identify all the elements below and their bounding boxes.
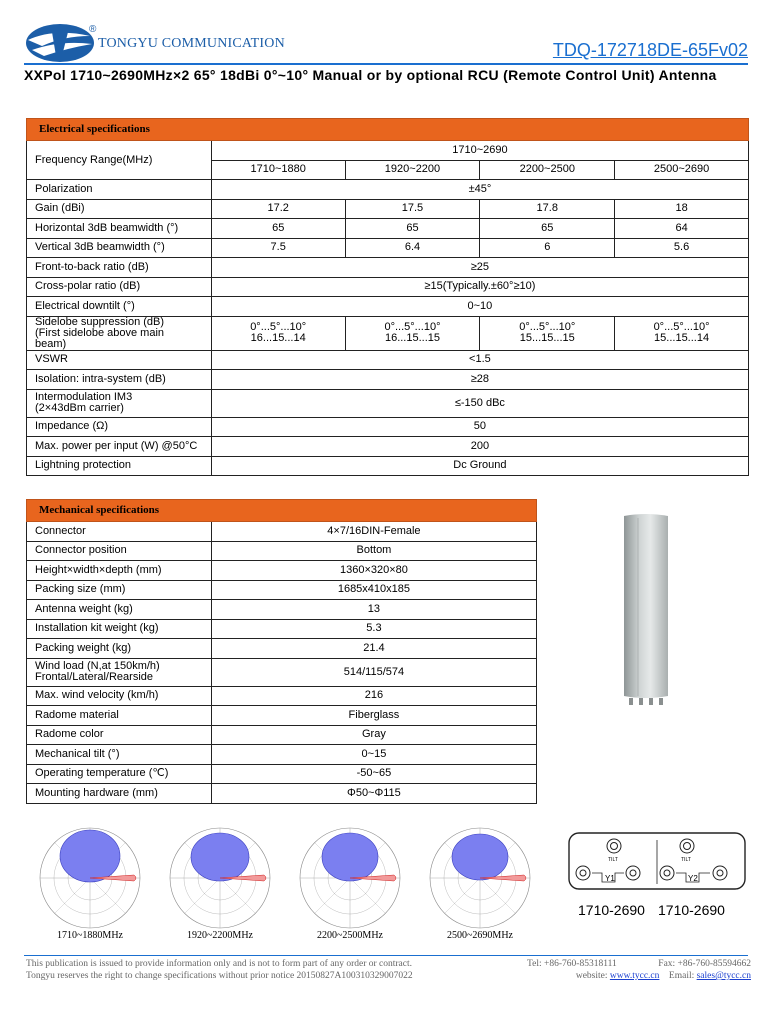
brand-name: TONGYU COMMUNICATION [98, 36, 285, 51]
pattern-caption: 1710~1880MHz [57, 930, 123, 941]
table-heading-row [27, 500, 537, 522]
table-row [27, 277, 749, 297]
footer-tel: Tel: +86-760-85318111 [527, 959, 617, 969]
registered-mark: ® [89, 24, 97, 35]
freq-total: 1710~2690 [211, 141, 748, 161]
antenna-product-image [620, 512, 672, 707]
cell-value [345, 316, 480, 350]
sidelobe-levels: 16...15...15 [384, 332, 440, 344]
freq-band: 2200~2500 [480, 160, 615, 180]
email-link[interactable]: sales@tycc.cn [696, 971, 751, 981]
table-row [27, 639, 537, 659]
model-number: TDQ-172718DE-65Fv02 [552, 40, 748, 60]
table-row [27, 706, 537, 726]
table-row [27, 417, 749, 437]
sidelobe-angles: 0°...5°...10° [653, 321, 710, 333]
table-row [27, 541, 537, 561]
row-label: Antenna weight (kg) [27, 600, 212, 620]
row-value: Fiberglass [211, 706, 536, 726]
cell-value: 6 [480, 238, 615, 258]
radiation-pattern-icon [168, 826, 272, 930]
sidelobe-levels: 15...15...14 [654, 332, 710, 344]
row-label: Wind load (N,at 150km/h) Frontal/Lateral/Rearside [27, 658, 212, 686]
table-row [27, 316, 749, 350]
table-row [27, 522, 537, 542]
footer-line-2: Tongyu reserves the right to change specifications without prior notice 20150827A100310329007022 [26, 971, 413, 981]
table-row [27, 219, 749, 239]
pattern-caption: 2500~2690MHz [447, 930, 513, 941]
electrical-spec-table [26, 118, 749, 476]
table-row [27, 580, 537, 600]
row-value: Gray [211, 725, 536, 745]
sidelobe-angles: 0°...5°...10° [519, 321, 576, 333]
row-label: Radome color [27, 725, 212, 745]
tilt-label: TILT [681, 857, 691, 863]
port-band-left: 1710-2690 [578, 902, 645, 918]
freq-label: Frequency Range(MHz) [27, 141, 212, 180]
row-label: Sidelobe suppression (dB) (First sidelobe above main beam) [27, 316, 212, 350]
row-value: 13 [211, 600, 536, 620]
table-row [27, 180, 749, 200]
row-value: 4×7/16DIN-Female [211, 522, 536, 542]
radiation-pattern-icon [428, 826, 532, 930]
row-label: Vertical 3dB beamwidth (°) [27, 238, 212, 258]
table-row [27, 258, 749, 278]
row-value: Bottom [211, 541, 536, 561]
mechanical-heading: Mechanical specifications [27, 500, 537, 522]
row-value: 21.4 [211, 639, 536, 659]
sidelobe-angles: 0°...5°...10° [384, 321, 441, 333]
row-label: Operating temperature (℃) [27, 764, 212, 784]
footer-line-1: This publication is issued to provide information only and is not to form part of any order or contract. [26, 959, 412, 969]
email-label: Email: [668, 971, 695, 981]
cell-value: 18 [615, 199, 749, 219]
table-row [27, 199, 749, 219]
row-label: Horizontal 3dB beamwidth (°) [27, 219, 212, 239]
row-label: Isolation: intra-system (dB) [27, 370, 212, 390]
row-label: Lightning protection [27, 456, 212, 476]
page-title: XXPol 1710~2690MHz×2 65° 18dBi 0°~10° Manual or by optional RCU (Remote Control Unit) Antenna [24, 67, 717, 83]
cell-value: 65 [480, 219, 615, 239]
table-row [27, 297, 749, 317]
tongyu-logo [24, 22, 96, 64]
footer-web-row [527, 970, 751, 982]
cell-value: 64 [615, 219, 749, 239]
row-label: Mechanical tilt (°) [27, 745, 212, 765]
cell-value [615, 316, 749, 350]
row-label: Packing weight (kg) [27, 639, 212, 659]
row-label: Installation kit weight (kg) [27, 619, 212, 639]
footer-contact [527, 958, 751, 982]
row-label: VSWR [27, 350, 212, 370]
table-row [27, 619, 537, 639]
row-label: Electrical downtilt (°) [27, 297, 212, 317]
cell-value: 65 [345, 219, 480, 239]
row-value: ≤-150 dBc [211, 389, 748, 417]
row-label: Max. power per input (W) @50°C [27, 437, 212, 457]
website-link[interactable]: www.tycc.cn [609, 971, 660, 981]
row-label: Connector position [27, 541, 212, 561]
electrical-heading: Electrical specifications [27, 119, 749, 141]
row-value: 0~10 [211, 297, 748, 317]
row-value: 216 [211, 686, 536, 706]
cell-value: 6.4 [345, 238, 480, 258]
row-label: Height×width×depth (mm) [27, 561, 212, 581]
table-row [27, 745, 537, 765]
row-value: ±45° [211, 180, 748, 200]
table-row [27, 437, 749, 457]
row-value: Dc Ground [211, 456, 748, 476]
cell-value: 17.5 [345, 199, 480, 219]
row-value: ≥28 [211, 370, 748, 390]
port-band-right: 1710-2690 [658, 902, 725, 918]
freq-band: 2500~2690 [615, 160, 749, 180]
row-value: ≥25 [211, 258, 748, 278]
freq-band: 1920~2200 [345, 160, 480, 180]
row-label: Polarization [27, 180, 212, 200]
row-value: <1.5 [211, 350, 748, 370]
port-y1-label: Y1 [605, 874, 615, 883]
cell-value [480, 316, 615, 350]
table-row [27, 238, 749, 258]
radiation-pattern-icon [298, 826, 402, 930]
row-value: 200 [211, 437, 748, 457]
radiation-pattern-icon [38, 826, 142, 930]
row-value: 1685x410x185 [211, 580, 536, 600]
row-label: Radome material [27, 706, 212, 726]
table-row [27, 686, 537, 706]
table-row [27, 658, 537, 686]
website-label: website: [575, 971, 608, 981]
sidelobe-levels: 16...15...14 [250, 332, 306, 344]
table-row [27, 784, 537, 804]
row-label: Intermodulation IM3 (2×43dBm carrier) [27, 389, 212, 417]
row-label: Front-to-back ratio (dB) [27, 258, 212, 278]
sidelobe-angles: 0°...5°...10° [250, 321, 307, 333]
row-label: Mounting hardware (mm) [27, 784, 212, 804]
pattern-caption: 1920~2200MHz [187, 930, 253, 941]
table-row [27, 764, 537, 784]
footer-disclaimer [26, 958, 413, 982]
freq-band: 1710~1880 [211, 160, 345, 180]
table-row [27, 561, 537, 581]
row-label: Impedance (Ω) [27, 417, 212, 437]
table-row [27, 350, 749, 370]
table-row [27, 725, 537, 745]
sidelobe-levels: 15...15...15 [519, 332, 575, 344]
row-label: Packing size (mm) [27, 580, 212, 600]
cell-value: 5.6 [615, 238, 749, 258]
cell-value [211, 316, 345, 350]
footer-phone-row [527, 958, 751, 970]
row-value: ≥15(Typically.±60°≥10) [211, 277, 748, 297]
table-row [27, 389, 749, 417]
footer-fax: Fax: +86-760-85594662 [658, 959, 751, 969]
table-row [27, 600, 537, 620]
header-divider [24, 63, 748, 65]
row-value: 514/115/574 [211, 658, 536, 686]
mechanical-spec-table [26, 499, 537, 804]
cell-value: 65 [211, 219, 345, 239]
connector-port-diagram [568, 832, 746, 890]
cell-value: 17.8 [480, 199, 615, 219]
table-row [27, 141, 749, 161]
cell-value: 7.5 [211, 238, 345, 258]
footer-divider [24, 955, 748, 956]
row-value: Φ50~Φ115 [211, 784, 536, 804]
row-value: 1360×320×80 [211, 561, 536, 581]
table-row [27, 370, 749, 390]
row-label: Gain (dBi) [27, 199, 212, 219]
port-y2-label: Y2 [688, 874, 698, 883]
table-row [27, 456, 749, 476]
row-label: Connector [27, 522, 212, 542]
row-value: -50~65 [211, 764, 536, 784]
row-label: Cross-polar ratio (dB) [27, 277, 212, 297]
cell-value: 17.2 [211, 199, 345, 219]
pattern-caption: 2200~2500MHz [317, 930, 383, 941]
table-heading-row [27, 119, 749, 141]
row-value: 5.3 [211, 619, 536, 639]
row-value: 50 [211, 417, 748, 437]
row-label: Max. wind velocity (km/h) [27, 686, 212, 706]
row-value: 0~15 [211, 745, 536, 765]
tilt-label: TILT [608, 857, 618, 863]
